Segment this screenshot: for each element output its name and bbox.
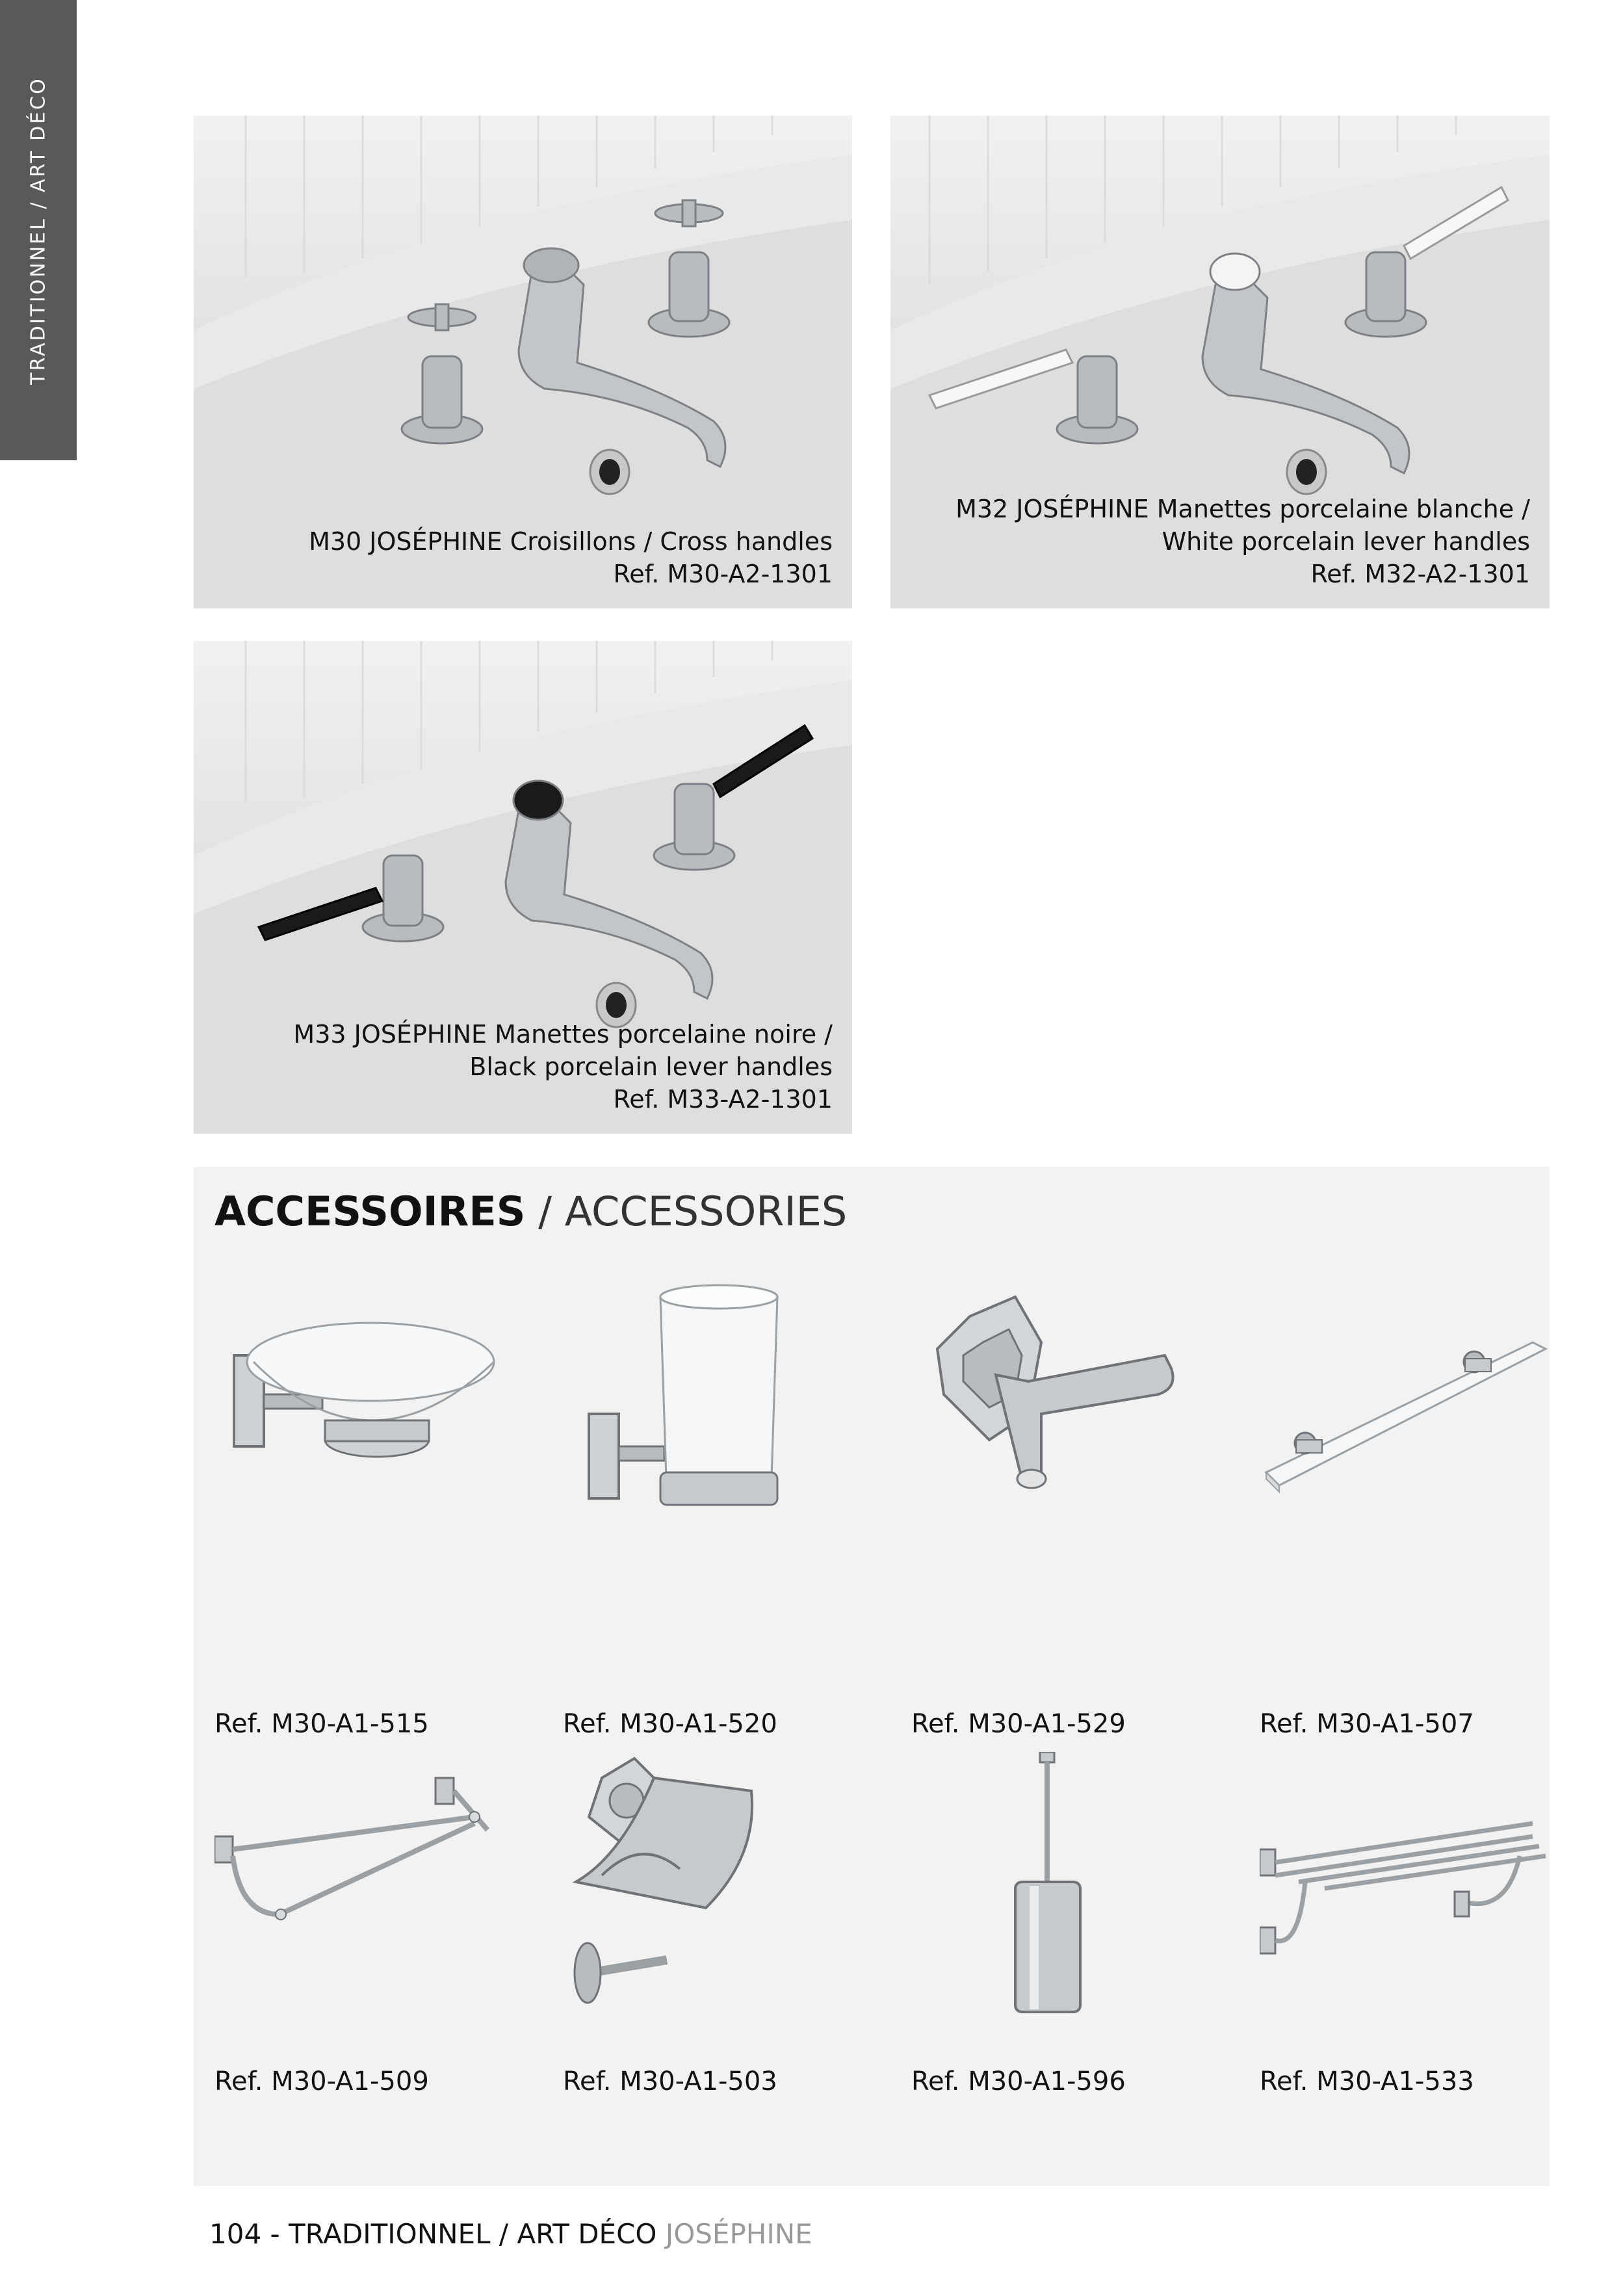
accessory-ref: Ref. M30-A1-515 <box>214 1709 429 1739</box>
toilet-brush-holder-icon <box>911 1752 1210 2025</box>
soap-dish-icon <box>214 1284 513 1492</box>
product-caption <box>293 1018 833 1115</box>
accessory-item <box>563 1284 875 1739</box>
accessories-section <box>194 1167 1550 2186</box>
caption-line: Ref. M33-A2-1301 <box>613 1085 833 1114</box>
accessory-ref: Ref. M30-A1-507 <box>1260 1709 1474 1739</box>
glass-shelf-icon <box>1260 1284 1559 1524</box>
caption-line: M33 JOSÉPHINE Manettes porcelaine noire / <box>293 1020 833 1049</box>
caption-line: White porcelain lever handles <box>1162 527 1530 556</box>
accessories-title <box>214 1188 847 1235</box>
product-caption <box>955 493 1530 590</box>
tumbler-holder-icon <box>563 1284 862 1524</box>
product-caption <box>309 525 833 590</box>
accessory-item <box>1260 1752 1572 2096</box>
page-footer <box>209 2218 812 2250</box>
accessory-ref: Ref. M30-A1-533 <box>1260 2067 1474 2096</box>
product-photo-m30 <box>194 116 852 608</box>
footer-collection: JOSÉPHINE <box>665 2218 812 2250</box>
accessory-item <box>911 1752 1223 2096</box>
toilet-roll-holder-icon <box>563 1752 862 2025</box>
accessory-ref: Ref. M30-A1-509 <box>214 2067 429 2096</box>
accessory-item <box>911 1284 1223 1739</box>
accessory-ref: Ref. M30-A1-596 <box>911 2067 1126 2096</box>
title-separator: / <box>525 1188 565 1235</box>
accessory-item <box>1260 1284 1572 1739</box>
caption-line: Black porcelain lever handles <box>469 1052 833 1081</box>
towel-rack-shelf-icon <box>1260 1752 1559 1992</box>
double-towel-bar-icon <box>214 1752 513 1992</box>
side-tab <box>0 0 77 460</box>
robe-hook-icon <box>911 1284 1210 1524</box>
accessory-item <box>214 1752 526 2096</box>
caption-line: Ref. M32-A2-1301 <box>1310 560 1530 588</box>
title-en: ACCESSORIES <box>564 1188 848 1235</box>
accessory-item <box>563 1752 875 2096</box>
caption-line: Ref. M30-A2-1301 <box>613 560 833 588</box>
caption-line: M32 JOSÉPHINE Manettes porcelaine blanche / <box>955 495 1530 523</box>
accessory-ref: Ref. M30-A1-529 <box>911 1709 1126 1739</box>
footer-page: 104 - TRADITIONNEL / ART DÉCO <box>209 2218 657 2250</box>
product-photo-m32 <box>890 116 1550 608</box>
accessory-ref: Ref. M30-A1-503 <box>563 2067 777 2096</box>
product-photo-m33 <box>194 641 852 1134</box>
accessory-ref: Ref. M30-A1-520 <box>563 1709 777 1739</box>
accessory-item <box>214 1284 526 1739</box>
side-tab-label: TRADITIONNEL / ART DÉCO <box>27 77 50 385</box>
caption-line: M30 JOSÉPHINE Croisillons / Cross handles <box>309 527 833 556</box>
title-fr: ACCESSOIRES <box>214 1188 526 1235</box>
